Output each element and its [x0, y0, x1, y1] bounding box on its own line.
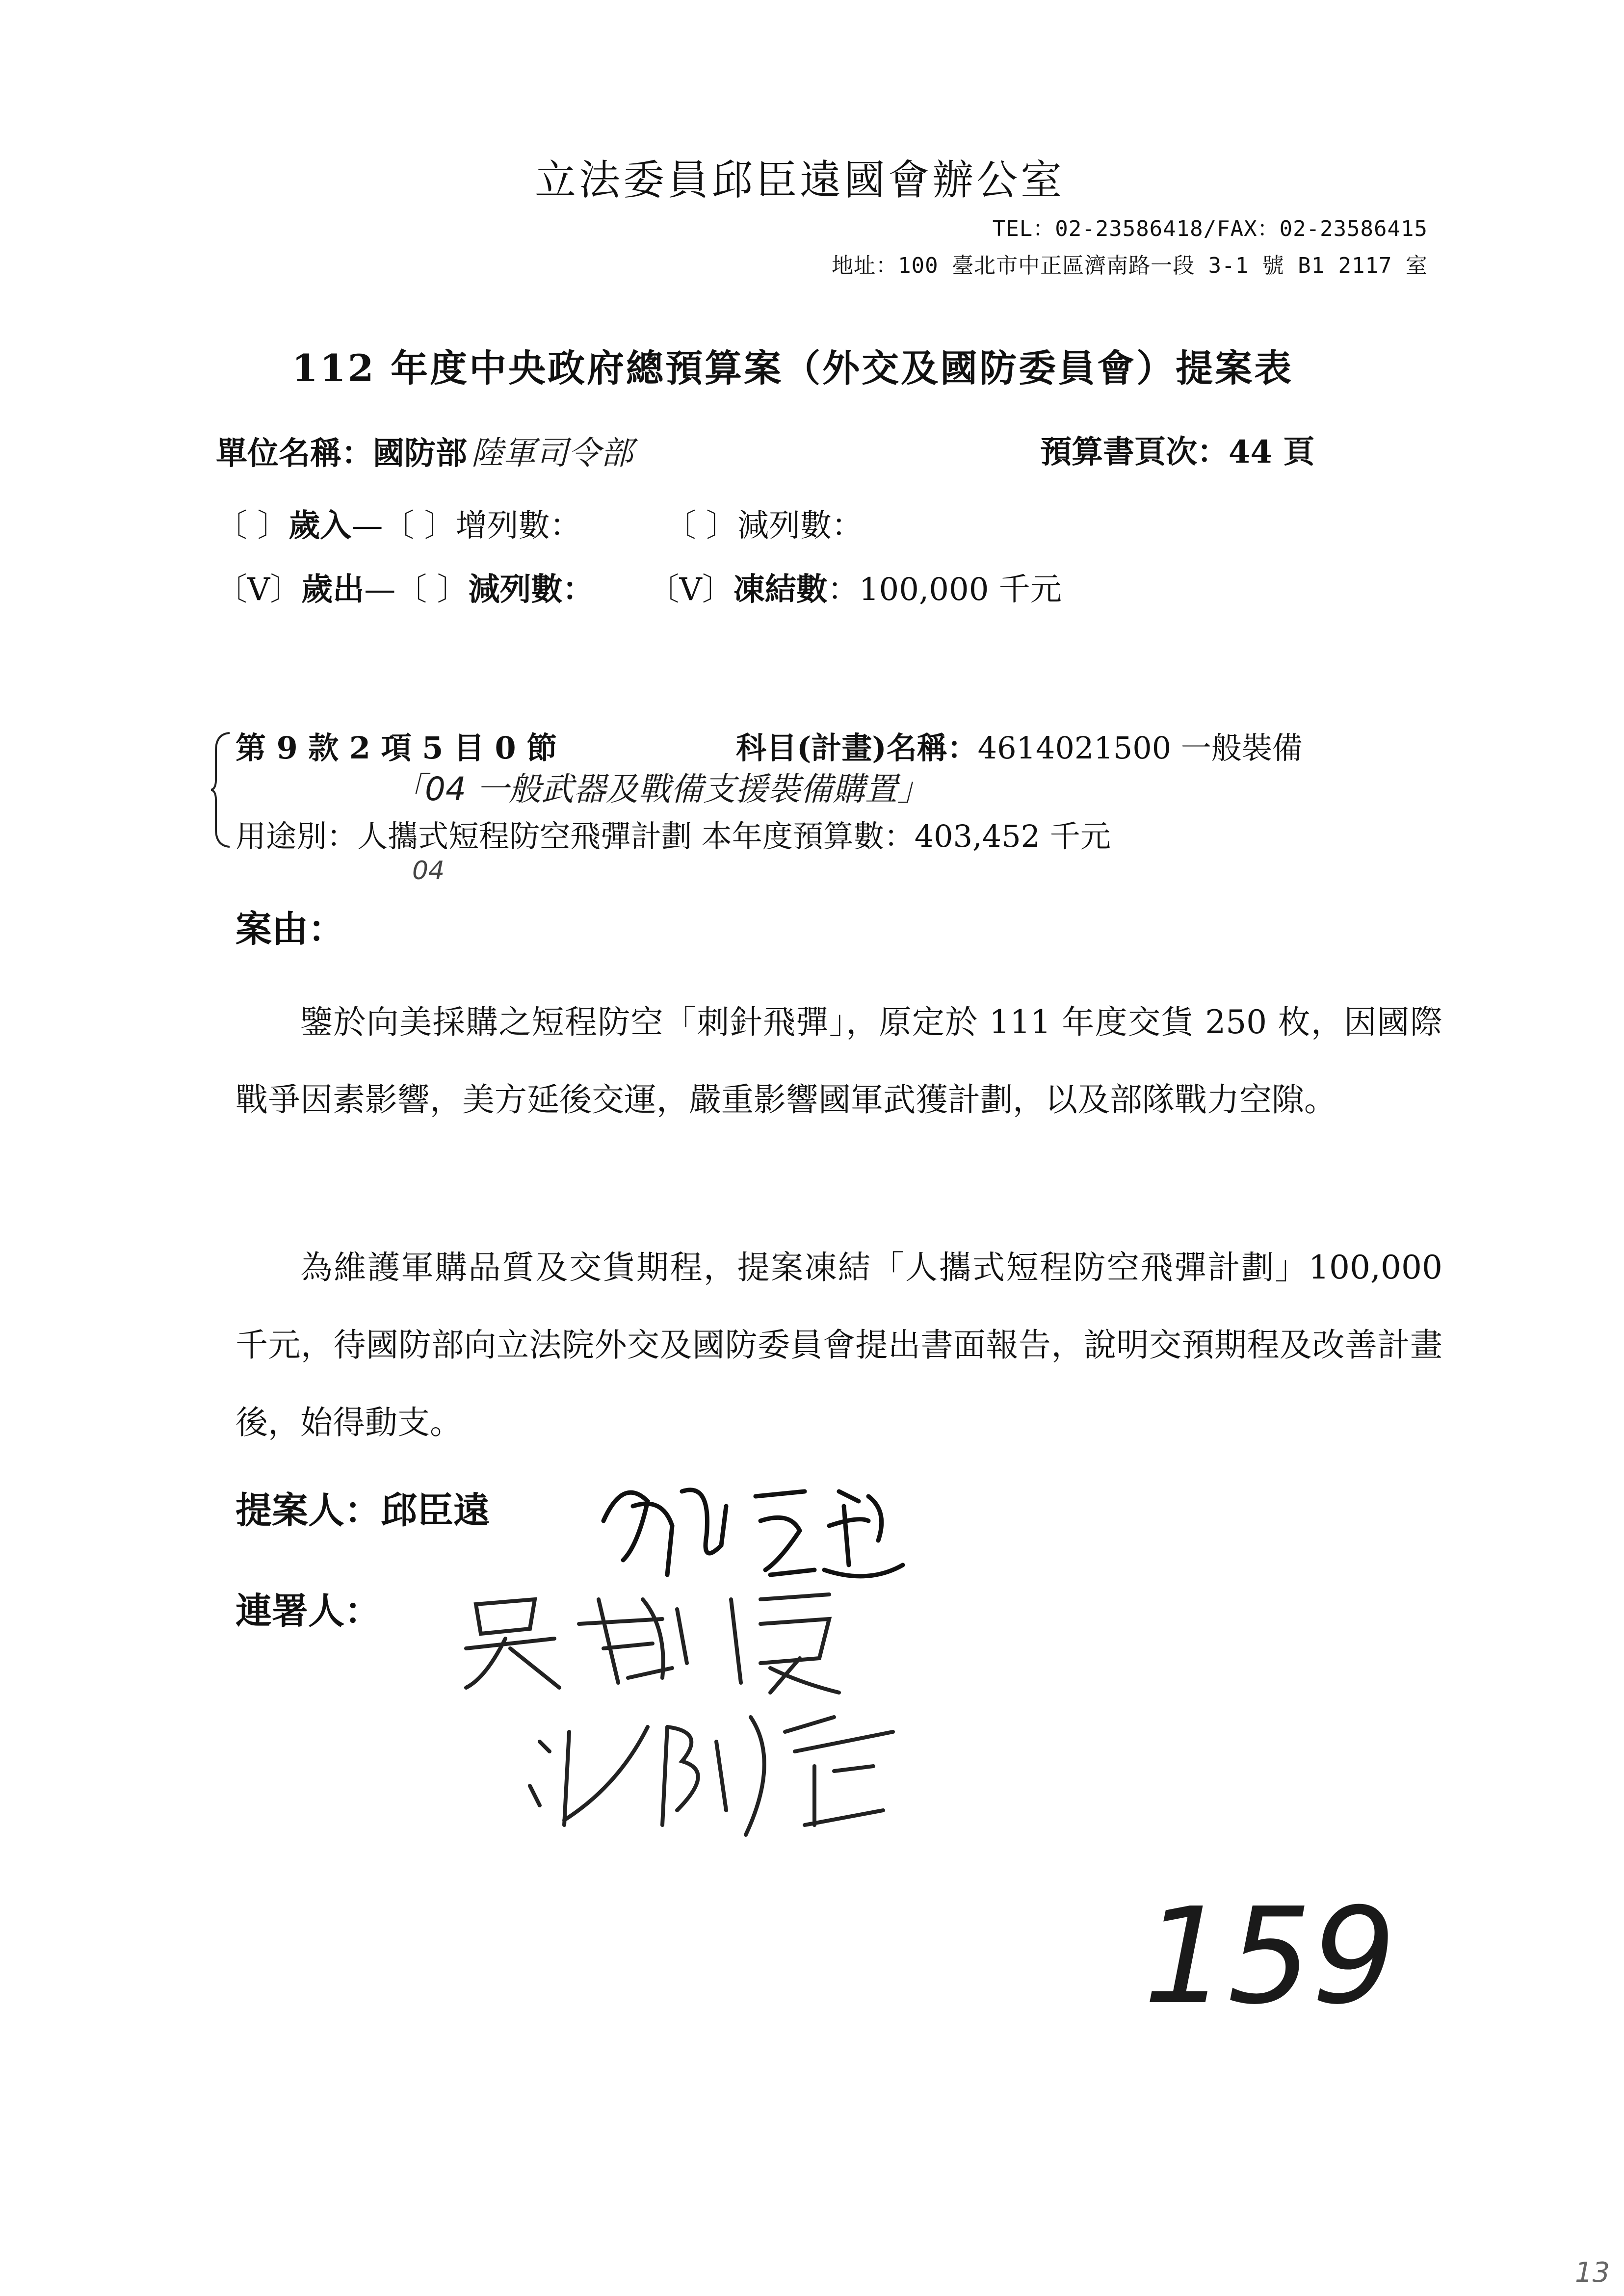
unit-name-row	[216, 427, 633, 473]
cosigner-label: 連署人：	[236, 1590, 381, 1632]
handwritten-subject-note: 「04 一般武器及戰備支援裝備購置」	[393, 770, 930, 808]
freeze-label: 凍結數	[733, 571, 828, 608]
case-heading: 案由：	[236, 908, 344, 950]
revenue-label: 歲入	[288, 507, 352, 544]
cosigner-signature-2	[520, 1688, 913, 1845]
proposer-label: 提案人：	[236, 1489, 381, 1532]
subject-label: 科目(計畫)名稱：	[736, 730, 978, 766]
expenditure-decrease-label: 減列數：	[468, 571, 594, 608]
form-title: 112 年度中央政府總預算案（外交及國防委員會）提案表	[292, 346, 1294, 390]
subject-row	[736, 724, 1303, 767]
proposer-name: 邱臣遠	[381, 1489, 490, 1532]
section-brace	[211, 731, 231, 849]
proposer-row	[236, 1482, 490, 1534]
expenditure-dash: —	[364, 572, 396, 608]
case-paragraph-1: 鑒於向美採購之短程防空「刺針飛彈」，原定於 111 年度交貨 250 枚，因國際戰爭因素影響，美方延後交運，嚴重影響國軍武獲計劃，以及部隊戰力空隙。	[236, 1003, 1442, 1119]
freeze-checkbox: 〔V〕	[648, 572, 733, 608]
unit-handwritten: 陸軍司令部	[471, 434, 633, 472]
purpose-row: 用途別：人攜式短程防空飛彈計劃 本年度預算數：403,452 千元	[236, 818, 1111, 854]
freeze-value: ：100,000 千元	[827, 572, 1062, 608]
office-name: 立法委員邱臣遠國會辦公室	[535, 156, 1065, 204]
unit-label: 單位名稱：	[216, 435, 373, 472]
expenditure-label: 歲出	[301, 571, 365, 608]
budget-page-row	[1040, 427, 1314, 472]
expenditure-decrease-checkbox: 〔 〕	[395, 572, 469, 608]
expenditure-checkbox: 〔V〕	[216, 572, 302, 608]
tel-fax: TEL：02-23586418/FAX：02-23586415	[992, 216, 1428, 241]
revenue-line	[216, 500, 863, 546]
subject-value: 4614021500 一般裝備	[977, 730, 1303, 766]
handwritten-page-number: 159	[1143, 1879, 1396, 2034]
revenue-increase-label: 增列數：	[455, 508, 581, 544]
unit-value: 國防部	[373, 435, 467, 472]
office-address: 地址：100 臺北市中正區濟南路一段 3-1 號 B1 2117 室	[832, 253, 1428, 278]
expenditure-line	[216, 564, 1062, 609]
handwritten-code: 04	[412, 856, 445, 886]
section-clause: 第 9 款 2 項 5 目 0 節	[236, 730, 557, 766]
revenue-decrease-label: 減列數：	[737, 508, 864, 544]
budget-page-label: 預算書頁次：	[1040, 434, 1229, 470]
revenue-decrease-checkbox: 〔 〕	[664, 508, 738, 544]
revenue-increase-checkbox: 〔 〕	[383, 508, 456, 544]
budget-page-value: 44 頁	[1229, 434, 1315, 470]
revenue-checkbox: 〔 〕	[216, 508, 289, 544]
case-paragraph-2: 為維護軍購品質及交貨期程，提案凍結「人攜式短程防空飛彈計劃」100,000 千元，待國防部向立法院外交及國防委員會提出書面報告，說明交預期程及改善計畫後，始得動支。	[236, 1249, 1442, 1441]
revenue-dash: —	[351, 508, 383, 544]
corner-page-number: 13	[1575, 2257, 1610, 2289]
cosigner-signature-1	[456, 1570, 859, 1697]
